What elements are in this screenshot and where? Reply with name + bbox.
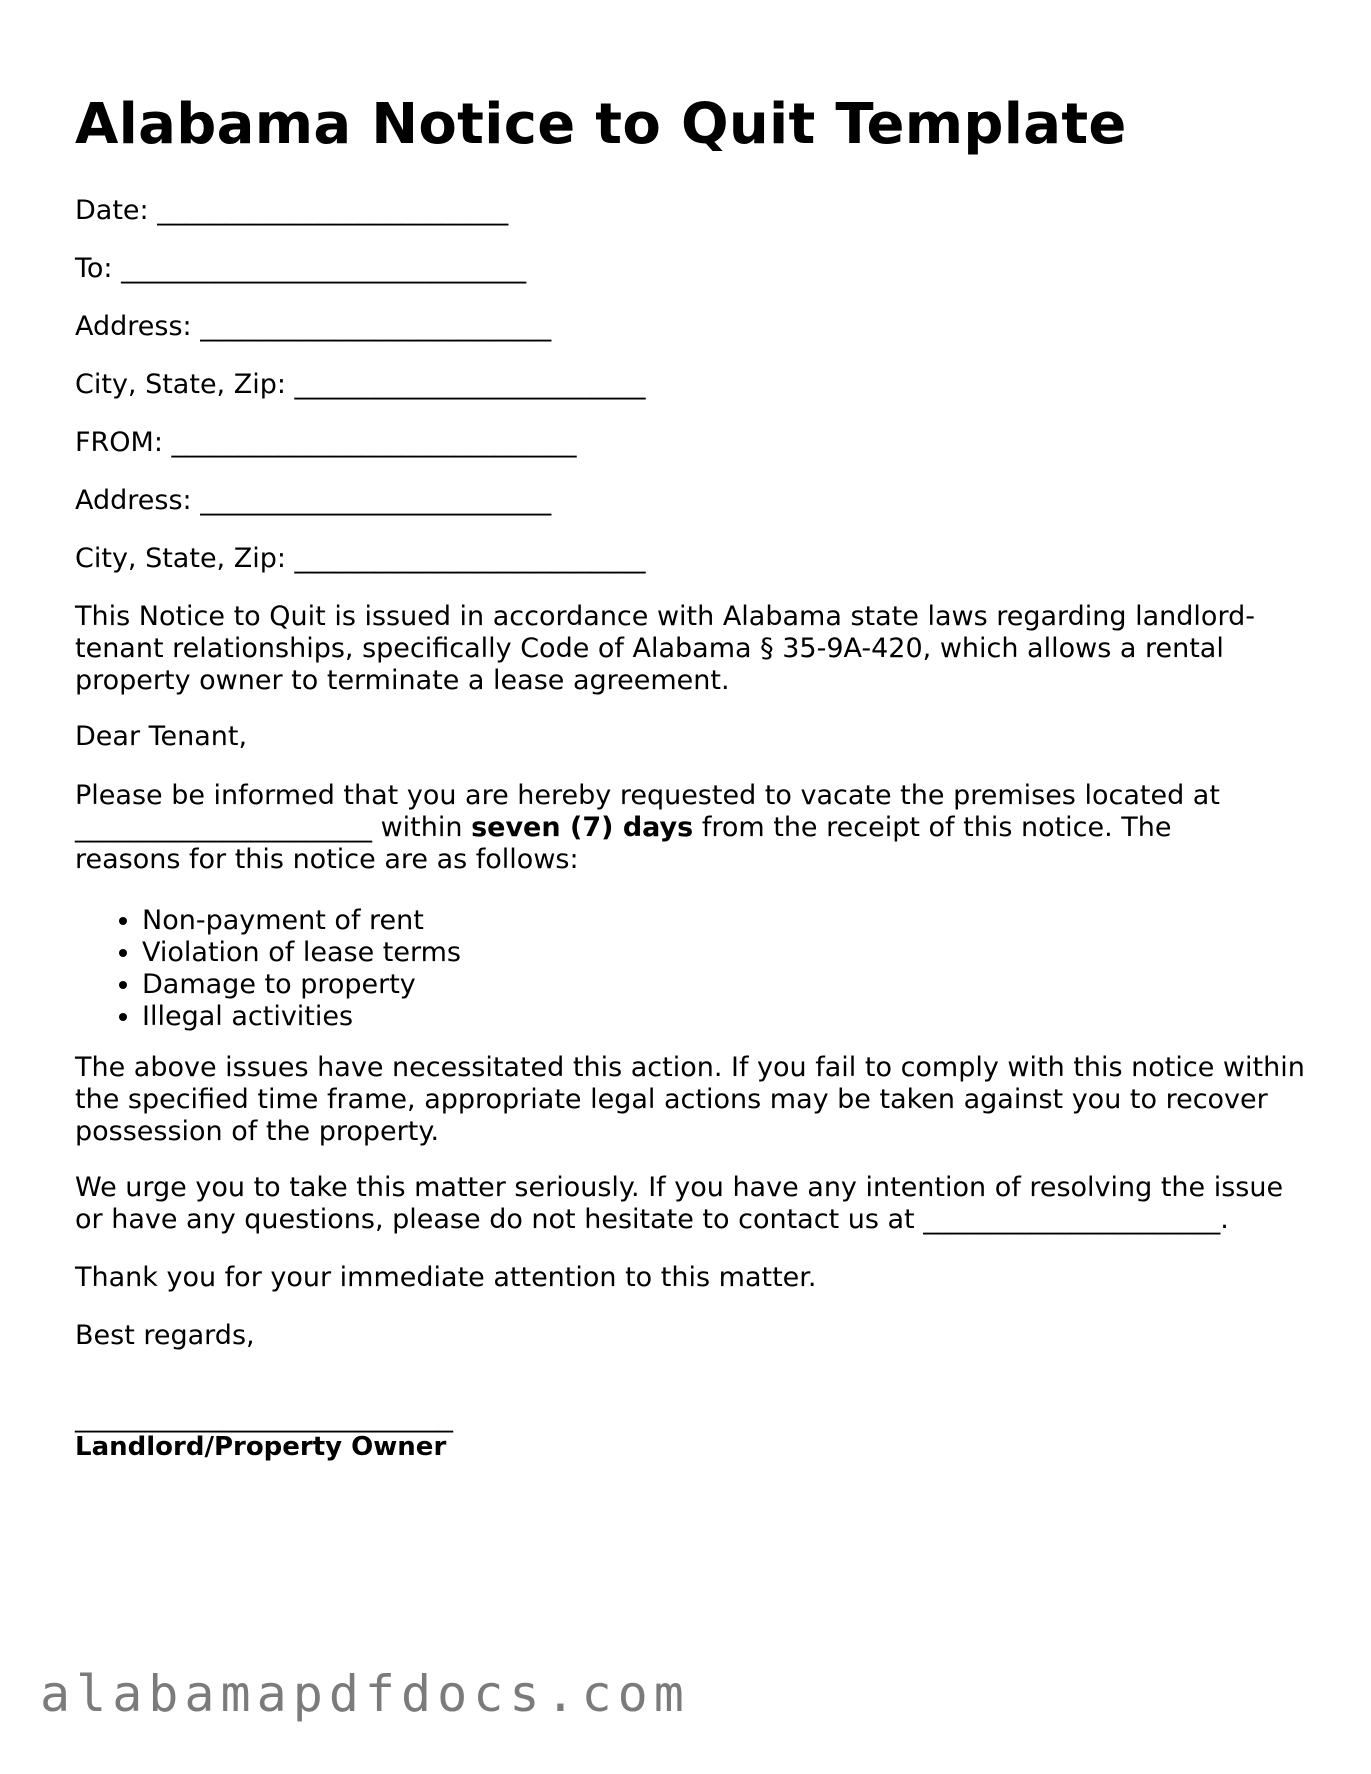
intro-line: property owner to terminate a lease agreement.	[75, 665, 730, 696]
urge-line: or have any questions, please do not hesitate to contact us at ______________________.	[75, 1204, 1229, 1235]
from-field: FROM: ______________________________	[75, 427, 577, 458]
notice-period: seven (7) days	[471, 812, 694, 843]
consequence-line: the specified time frame, appropriate legal actions may be taken against you to recover	[75, 1084, 1268, 1115]
request-line: Please be informed that you are hereby requested to vacate the premises located at	[75, 780, 1220, 811]
reason-item: • Illegal activities	[142, 1001, 461, 1033]
premises-blank: ______________________	[75, 812, 372, 843]
signature-line: ____________________________	[75, 1402, 453, 1433]
closing-text: Best regards,	[75, 1320, 255, 1351]
from-address-field: Address: __________________________	[75, 485, 552, 516]
site-watermark: alabamapdfdocs.com	[40, 1665, 690, 1723]
consequence-paragraph	[75, 1052, 1305, 1148]
intro-line: This Notice to Quit is issued in accordance with Alabama state laws regarding landlord-	[75, 601, 1255, 632]
within-text: within	[372, 812, 472, 843]
urge-paragraph	[75, 1172, 1295, 1236]
from-city-state-zip-field: City, State, Zip: __________________________	[75, 543, 646, 574]
request-paragraph	[75, 780, 1295, 876]
signature-title: Landlord/Property Owner	[75, 1432, 447, 1462]
request-line	[75, 812, 1295, 844]
document-title: Alabama Notice to Quit Template	[75, 92, 1127, 157]
salutation: Dear Tenant,	[75, 721, 248, 752]
to-address-field: Address: __________________________	[75, 311, 552, 342]
reasons-list	[75, 905, 461, 1033]
thanks-text: Thank you for your immediate attention to this matter.	[75, 1262, 817, 1293]
receipt-text: from the receipt of this notice. The	[693, 812, 1172, 843]
consequence-line: possession of the property.	[75, 1116, 440, 1147]
to-city-state-zip-field: City, State, Zip: __________________________	[75, 369, 646, 400]
consequence-line: The above issues have necessitated this action. If you fail to comply with this notice within	[75, 1052, 1305, 1083]
reason-item: • Non-payment of rent	[142, 905, 461, 937]
reason-item: • Violation of lease terms	[142, 937, 461, 969]
date-field: Date: __________________________	[75, 195, 509, 226]
to-field: To: ______________________________	[75, 253, 527, 284]
intro-paragraph	[75, 601, 1295, 697]
urge-line: We urge you to take this matter seriously. If you have any intention of resolving the issue	[75, 1172, 1284, 1203]
intro-line: tenant relationships, specifically Code of Alabama § 35-9A-420, which allows a rental	[75, 633, 1224, 664]
reason-item: • Damage to property	[142, 969, 461, 1001]
request-line: reasons for this notice are as follows:	[75, 844, 579, 875]
